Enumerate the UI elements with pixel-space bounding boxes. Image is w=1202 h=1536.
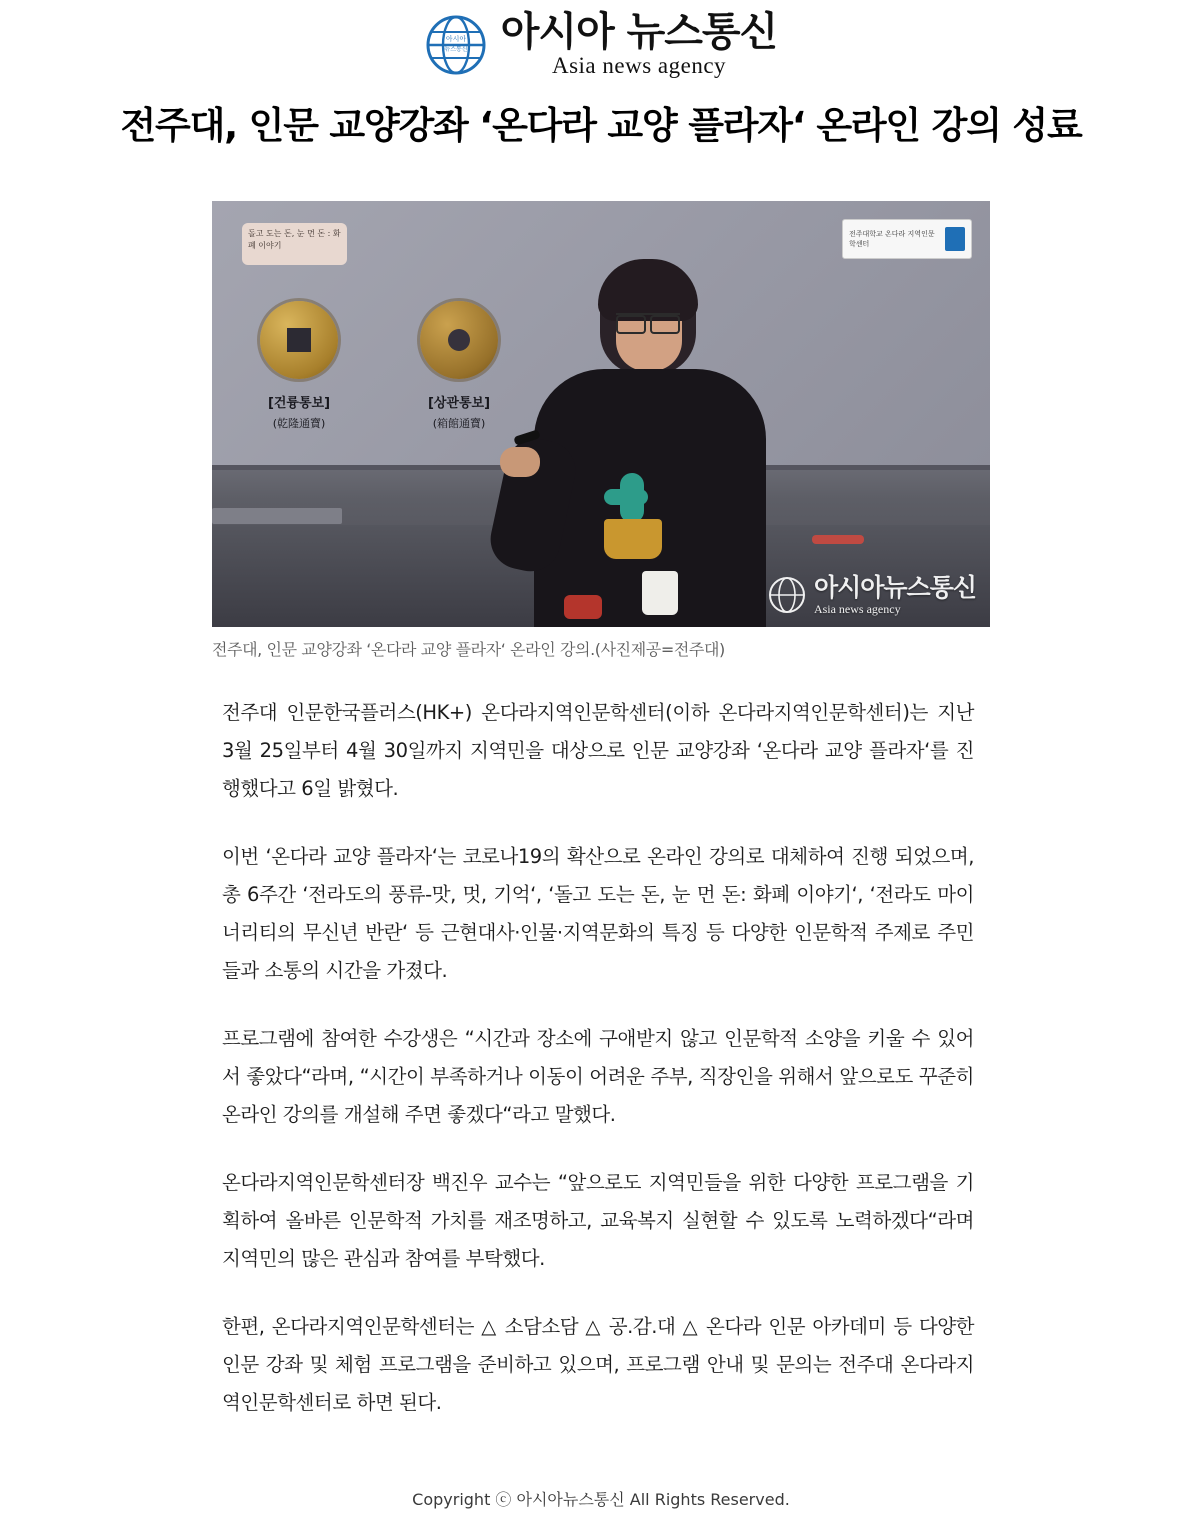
slide-note-text: 돌고 도는 돈, 눈 먼 돈 : 화폐 이야기	[242, 223, 347, 265]
article-paragraph: 한편, 온다라지역인문학센터는 △ 소담소담 △ 공.감.대 △ 온다라 인문 아카데미 등 다양한 인문 강좌 및 체험 프로그램을 준비하고 있으며, 프로그램 안내 및 문의는 전주대 온다라지역인문학센터로 하면 된다.	[222, 1315, 974, 1415]
watermark-english: Asia news agency	[813, 602, 901, 617]
lecture-photo	[212, 201, 990, 627]
center-logo-text: 전주대학교 온다라 지역인문학센터	[849, 229, 935, 249]
article-paragraph: 이번 ‘온다라 교양 플라자‘는 코로나19의 확산으로 온라인 강의로 대체하여 진행 되었으며, 총 6주간 ‘전라도의 풍류-맛, 멋, 기억‘, ‘돌고 도는 돈, 눈 먼 돈: 화폐 이야기‘, ‘전라도 마이너리티의 무신년 반란‘ 등 근현대사·인물·지역문화의 특징 등 다양한 인문학적 주제로 주민들과 소통의 시간을 가졌다.	[222, 845, 974, 983]
page-title: 전주대, 인문 교양강좌 ‘온다라 교양 플라자‘ 온라인 강의 성료	[120, 104, 1082, 147]
article-body	[0, 694, 1202, 1422]
coin-left-caption	[239, 394, 359, 433]
article-paragraph: 프로그램에 참여한 수강생은 “시간과 장소에 구애받지 않고 인문학적 소양을 키울 수 있어서 좋았다“라며, “시간이 부족하거나 이동이 어려운 주부, 직장인을 위해서 앞으로도 꾸준히 온라인 강의를 개설해 주면 좋겠다“라고 말했다.	[222, 1027, 974, 1127]
coin-right-name: [상관통보]	[427, 396, 491, 412]
coin-right-hanja: (箱館通寶)	[432, 416, 486, 430]
marker-pen	[812, 535, 864, 544]
masthead-wordmark	[500, 9, 778, 78]
coin-image-left	[260, 301, 338, 379]
center-logo-badge	[842, 219, 972, 259]
masthead-korean-name: 아시아 뉴스통신	[500, 9, 778, 55]
cactus-pot-graphic	[604, 519, 662, 559]
article-paragraph: 온다라지역인문학센터장 백진우 교수는 “앞으로도 지역민들을 위한 다양한 프로그램을 기획하여 올바른 인문학적 가치를 재조명하고, 교육복지 실현할 수 있도록 노력하겠다“라며 지역민의 많은 관심과 참여를 부탁했다.	[222, 1171, 974, 1271]
coin-right-caption	[399, 394, 519, 433]
paper-cup	[642, 571, 678, 615]
watermark-globe-icon	[768, 576, 806, 614]
article-paragraph: 전주대 인문한국플러스(HK+) 온다라지역인문학센터(이하 온다라지역인문학센터)는 지난 3월 25일부터 4월 30일까지 지역민을 대상으로 인문 교양강좌 ‘온다라 교양 플라자‘를 진행했다고 6일 밝혔다.	[222, 701, 974, 801]
copyright-notice: Copyright ⓒ 아시아뉴스통신 All Rights Reserved.	[412, 1490, 790, 1509]
watermark-text	[814, 575, 976, 615]
coin-image-right	[420, 301, 498, 379]
coin-left-hanja: (乾隆通寶)	[272, 416, 326, 430]
lecturer-hand	[500, 447, 540, 477]
coin-hole	[287, 328, 311, 352]
svg-text:뉴스통신: 뉴스통신	[444, 45, 468, 53]
globe-icon	[425, 14, 487, 76]
side-desk	[212, 508, 342, 524]
university-emblem-icon	[945, 227, 965, 251]
desk-object-red	[564, 595, 602, 619]
figure-caption: 전주대, 인문 교양강좌 ‘온다라 교양 플라자‘ 온라인 강의.(사진제공=전주대)	[212, 640, 725, 660]
article-figure	[0, 201, 1202, 660]
masthead-english-name: Asia news agency	[551, 53, 727, 78]
photo-watermark	[768, 575, 976, 615]
glasses-icon	[616, 313, 680, 329]
site-masthead	[0, 0, 1202, 81]
svg-text:아시아: 아시아	[445, 34, 466, 43]
coin-left-name: [건륭통보]	[267, 396, 331, 412]
coin-hole	[448, 329, 470, 351]
watermark-korean: 아시아뉴스통신	[813, 573, 976, 603]
cactus-graphic	[620, 473, 644, 523]
